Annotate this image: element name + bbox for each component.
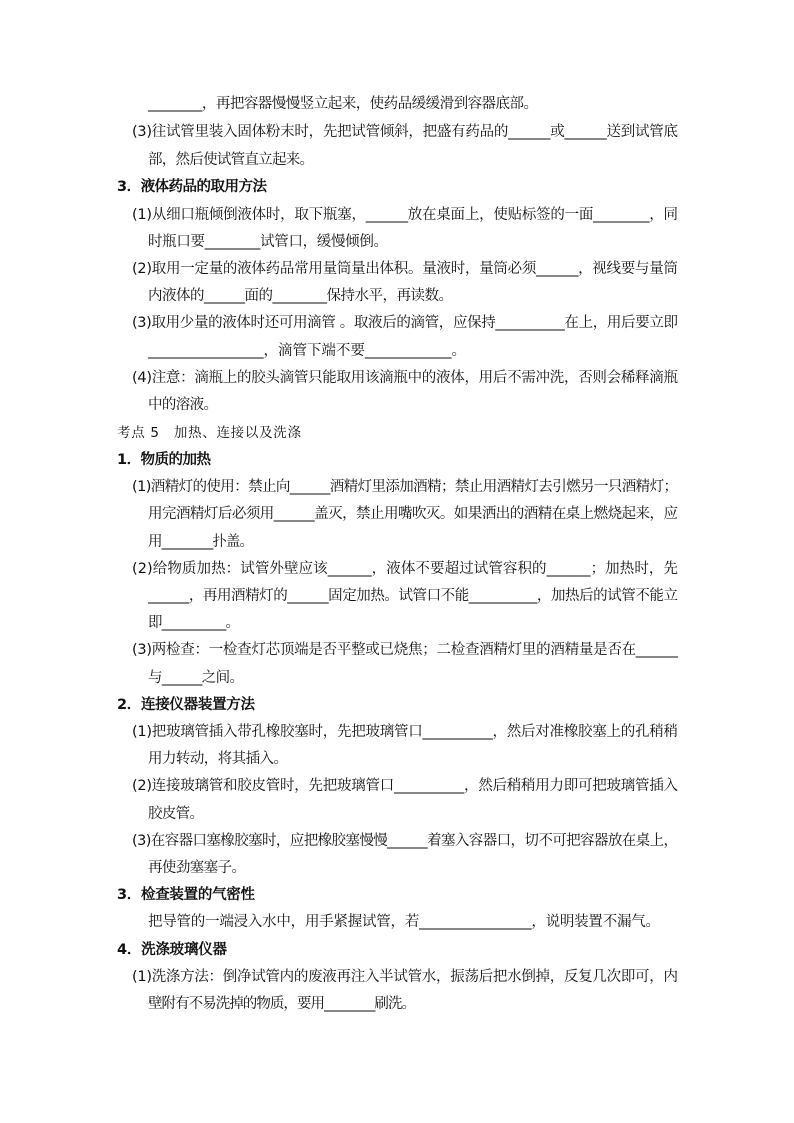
text-line: 再使劲塞塞子。 bbox=[148, 860, 246, 876]
text-line: 时瓶口要________试管口，缓慢倾倒。 bbox=[148, 234, 388, 250]
text-line: 用力转动，将其插入。 bbox=[148, 751, 288, 767]
text-line: 胶皮管。 bbox=[148, 806, 204, 822]
text-line: 与______之间。 bbox=[148, 670, 244, 686]
topic-heading: 考点 5 加热、连接以及洗涤 bbox=[117, 425, 302, 441]
text-line: (2)给物质加热：试管外壁应该______，液体不要超过试管容积的______；加热时，先 bbox=[132, 561, 679, 577]
section-heading: 1．物质的加热 bbox=[117, 452, 211, 468]
text-line: 部，然后使试管直立起来。 bbox=[148, 152, 314, 168]
text-line: (3)取用少量的液体时还可用滴管 。取液后的滴管，应保持__________在上，用后要立即 bbox=[132, 315, 678, 331]
section-heading: 4．洗涤玻璃仪器 bbox=[117, 942, 227, 958]
text-line: (2)取用一定量的液体药品常用量筒量出体积。量液时，量筒必须______，视线要与量筒 bbox=[132, 261, 678, 277]
text-line: 即__________。 bbox=[148, 615, 240, 631]
text-line: ________________，滴管下端不要____________。 bbox=[148, 343, 466, 359]
text-line: 壁附有不易洗掉的物质，要用________刷洗。 bbox=[148, 996, 416, 1012]
text-line: (3)往试管里装入固体粉末时，先把试管倾斜，把盛有药品的______或______送到试管底 bbox=[132, 124, 678, 140]
text-line: 用________扑盖。 bbox=[148, 534, 254, 550]
text-line: (4)注意：滴瓶上的胶头滴管只能取用该滴瓶中的液体，用后不需冲洗，否则会稀释滴瓶 bbox=[132, 370, 678, 386]
text-line: (1)洗涤方法：倒净试管内的废液再注入半试管水，振荡后把水倒掉，反复几次即可，内 bbox=[132, 969, 678, 985]
text-line: 把导管的一端浸入水中，用手紧握试管，若________________，说明装置不漏气。 bbox=[148, 914, 660, 930]
section-heading: 3．检查装置的气密性 bbox=[117, 887, 255, 903]
section-heading: 2．连接仪器装置方法 bbox=[117, 697, 255, 713]
text-line: (3)在容器口塞橡胶塞时，应把橡胶塞慢慢______着塞入容器口，切不可把容器放在桌上， bbox=[132, 833, 678, 849]
text-line: (1)把玻璃管插入带孔橡胶塞时，先把玻璃管口__________，然后对准橡胶塞上的孔稍稍 bbox=[132, 724, 678, 740]
text-line: 中的溶液。 bbox=[148, 397, 218, 413]
section-heading: 3．液体药品的取用方法 bbox=[117, 179, 267, 195]
text-line: ________，再把容器慢慢竖立起来，使药品缓缓滑到容器底部。 bbox=[148, 96, 538, 112]
text-line: (1)从细口瓶倾倒液体时，取下瓶塞，______放在桌面上，使贴标签的一面________，同 bbox=[132, 207, 678, 223]
text-line: (2)连接玻璃管和胶皮管时，先把玻璃管口__________，然后稍稍用力即可把玻璃管插入 bbox=[132, 778, 678, 794]
text-line: ______，再用酒精灯的______固定加热。试管口不能__________，加热后的试管不能立 bbox=[148, 588, 678, 604]
text-line: (3)两检查：一检查灯芯顶端是否平整或已烧焦；二检查酒精灯里的酒精量是否在______ bbox=[132, 642, 678, 658]
text-line: 内液体的______面的________保持水平，再读数。 bbox=[148, 288, 453, 304]
text-line: 用完酒精灯后必须用______盖灭，禁止用嘴吹灭。如果洒出的酒精在桌上燃烧起来，应 bbox=[148, 506, 678, 522]
text-line: (1)酒精灯的使用：禁止向______酒精灯里添加酒精；禁止用酒精灯去引燃另一只酒精灯； bbox=[132, 479, 678, 495]
